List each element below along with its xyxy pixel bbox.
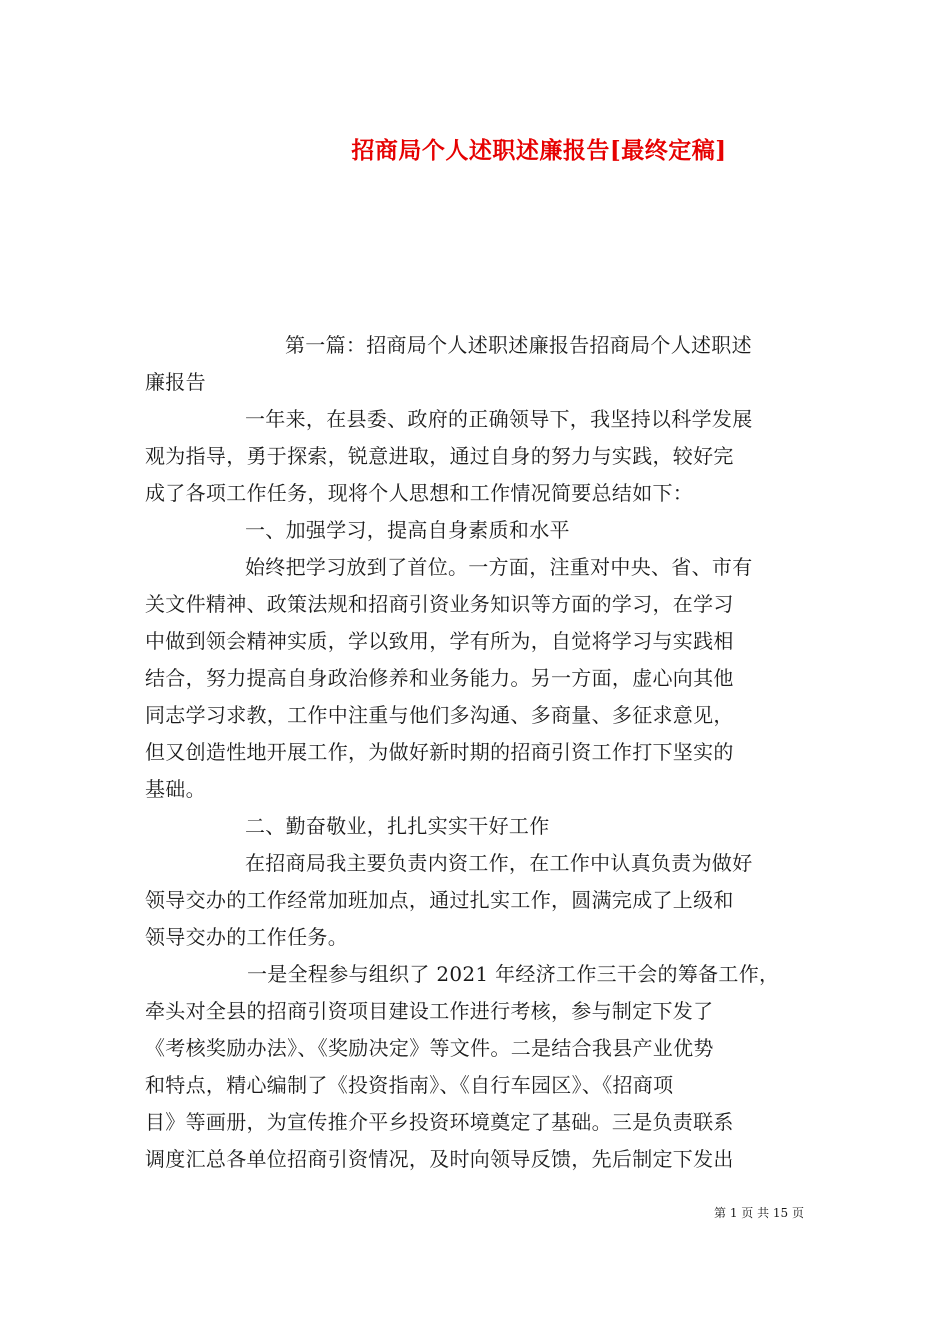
document-body [145, 327, 807, 1178]
body-line: 领导交办的工作任务。 [145, 925, 348, 949]
body-line: 牵头对全县的招商引资项目建设工作进行考核，参与制定下发了 [145, 999, 714, 1023]
body-line: 成了各项工作任务，现将个人思想和工作情况简要总结如下： [145, 481, 694, 505]
body-line: 第一篇：招商局个人述职述廉报告招商局个人述职述 [285, 333, 752, 357]
body-line: 同志学习求教，工作中注重与他们多沟通、多商量、多征求意见， [145, 703, 734, 727]
body-line: 中做到领会精神实质，学以致用，学有所为，自觉将学习与实践相 [145, 629, 734, 653]
body-line: 一年来，在县委、政府的正确领导下，我坚持以科学发展 [245, 407, 753, 431]
body-line: 但又创造性地开展工作，为做好新时期的招商引资工作打下坚实的 [145, 740, 734, 764]
body-line: 目》等画册，为宣传推介平乡投资环境奠定了基础。三是负责联系 [145, 1110, 734, 1134]
body-line: 和特点，精心编制了《投资指南》、《自行车园区》、《招商项 [145, 1073, 674, 1097]
document-title: 招商局个人述职述廉报告[最终定稿] [351, 137, 727, 164]
body-line: 关文件精神、政策法规和招商引资业务知识等方面的学习，在学习 [145, 592, 734, 616]
body-line: 廉报告 [145, 370, 206, 394]
body-line: 领导交办的工作经常加班加点，通过扎实工作，圆满完成了上级和 [145, 888, 734, 912]
body-line: 观为指导，勇于探索，锐意进取，通过自身的努力与实践，较好完 [145, 444, 734, 468]
body-line: 基础。 [145, 777, 206, 801]
body-line: 《考核奖励办法》、《奖励决定》等文件。二是结合我县产业优势 [145, 1036, 714, 1060]
body-line: 结合，努力提高自身政治修养和业务能力。另一方面，虚心向其他 [145, 666, 734, 690]
body-line: 一是全程参与组织了 2021 年经济工作三干会的筹备工作， [247, 962, 780, 986]
body-line: 二、勤奋敬业，扎扎实实干好工作 [245, 814, 550, 838]
page-footer: 第 1 页 共 15 页 [714, 1206, 804, 1220]
body-line: 在招商局我主要负责内资工作，在工作中认真负责为做好 [245, 851, 753, 875]
body-line: 一、加强学习，提高自身素质和水平 [245, 518, 570, 542]
body-line: 始终把学习放到了首位。一方面，注重对中央、省、市有 [245, 555, 753, 579]
body-line: 调度汇总各单位招商引资情况，及时向领导反馈，先后制定下发出 [145, 1147, 734, 1171]
